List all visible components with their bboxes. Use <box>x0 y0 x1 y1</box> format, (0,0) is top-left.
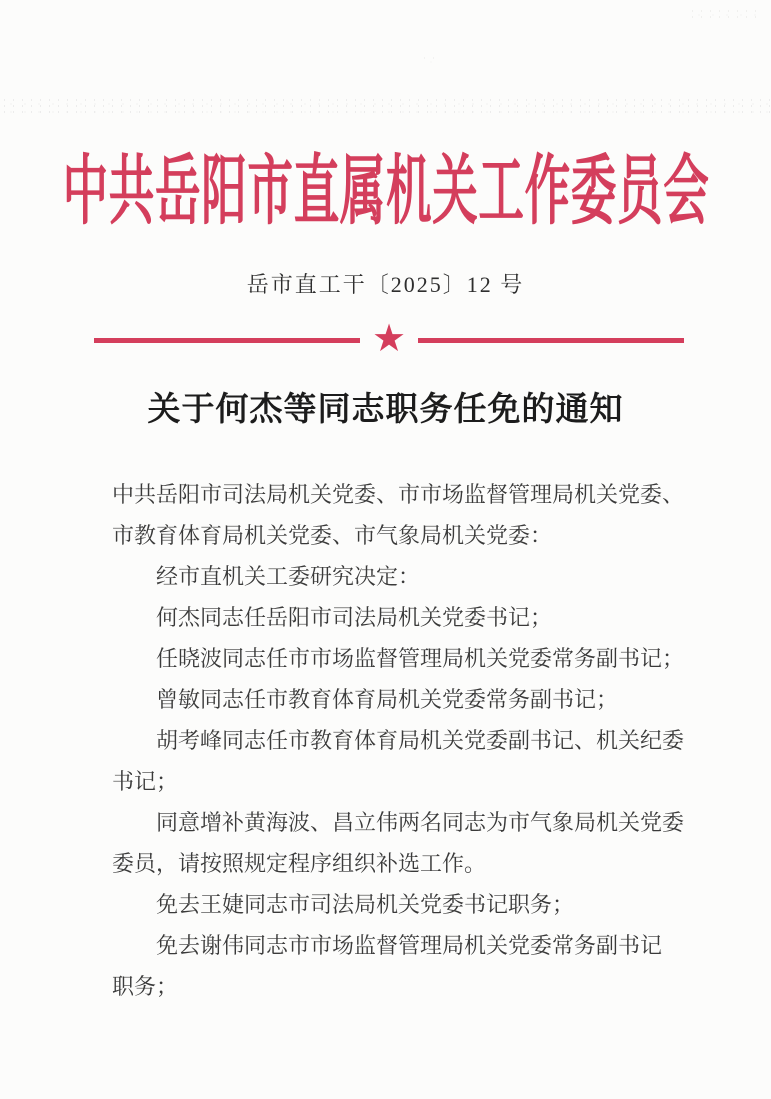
appointment-paragraph: 任晓波同志任市市场监督管理局机关党委常务副书记； <box>156 646 685 671</box>
co-option-paragraph: 同意增补黄海波、昌立伟两名同志为市气象局机关党委委员，请按照规定程序组织补选工作。 <box>112 810 685 876</box>
doc-number: 岳市直工干〔2025〕12 号 <box>246 272 525 297</box>
issuer-header <box>0 150 771 235</box>
decision-intro-paragraph: 经市直机关工委研究决定： <box>156 564 421 589</box>
red-divider <box>94 318 684 360</box>
scan-artifact-speck <box>420 55 440 63</box>
star-icon: ★ <box>371 318 407 360</box>
scan-artifact-corner <box>688 8 758 22</box>
document-title: 关于何杰等同志职务任免的通知 <box>147 392 624 428</box>
appointment-paragraph: 何杰同志任岳阳市司法局机关党委书记； <box>156 605 553 630</box>
addressee-paragraph: 中共岳阳市司法局机关党委、市市场监督管理局机关党委、市教育体育局机关党委、市气象局机关党委： <box>112 482 685 548</box>
divider-line-right <box>418 338 684 343</box>
appointment-paragraph: 胡考峰同志任市教育体育局机关党委副书记、机关纪委书记； <box>112 728 685 794</box>
removal-paragraph: 免去谢伟同志市市场监督管理局机关党委常务副书记职务； <box>112 933 663 999</box>
issuer-title: 中共岳阳市直属机关工作委员会 <box>62 150 709 234</box>
divider-line-left <box>94 338 360 343</box>
document-body <box>112 474 692 1007</box>
removal-paragraph: 免去王婕同志市司法局机关党委书记职务； <box>156 892 575 917</box>
appointment-paragraph: 曾敏同志任市教育体育局机关党委常务副书记； <box>156 687 619 712</box>
scan-artifact-band <box>0 97 771 114</box>
